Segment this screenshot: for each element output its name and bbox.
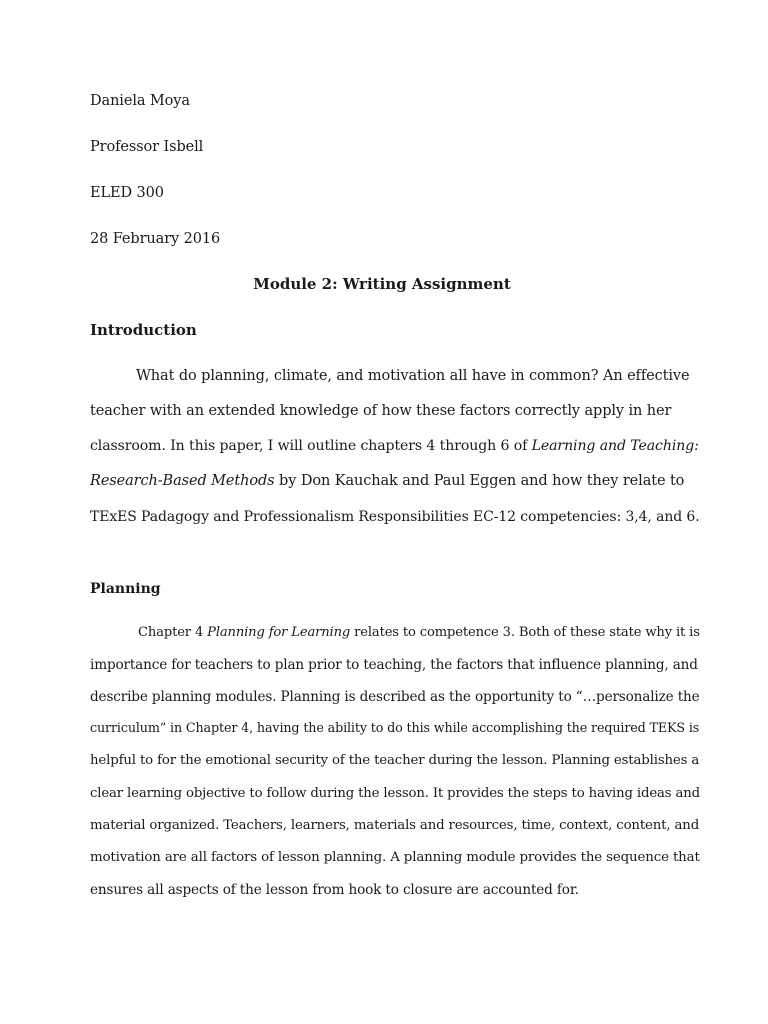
paragraph-line: [90, 880, 579, 900]
paragraph-line: [90, 848, 700, 868]
text-run: relates to competence 3. Both of these state why it is: [350, 625, 700, 640]
text-run: teacher with an extended knowledge of how these factors correctly apply in her: [90, 403, 672, 419]
paragraph-line: [138, 623, 700, 643]
document-date: 28 February 2016: [90, 231, 221, 247]
text-run: motivation are all factors of lesson planning. A planning module provides the sequence that: [90, 850, 700, 865]
text-run: describe planning modules. Planning is described as the opportunity to “…personalize the: [90, 689, 700, 705]
book-title: Learning and Teaching:: [531, 438, 699, 454]
text-run: helpful to for the emotional security of the teacher during the lesson. Planning establishes a: [90, 753, 700, 768]
introduction-heading: Introduction: [90, 321, 197, 339]
text-run: What do planning, climate, and motivation all have in common? An effective: [136, 368, 690, 384]
professor-name: Professor Isbell: [90, 139, 204, 155]
text-run: ensures all aspects of the lesson from hook to closure are accounted for.: [90, 882, 579, 898]
paragraph-line: [90, 401, 671, 421]
paragraph-line: [90, 471, 684, 491]
paragraph-line: [90, 436, 699, 456]
paragraph-line: [90, 687, 700, 707]
text-run: material organized. Teachers, learners, materials and resources, time, context, content, and: [90, 818, 700, 833]
text-run: Chapter 4: [138, 625, 208, 640]
chapter-title: Planning for Learning: [207, 625, 351, 640]
book-title: Research-Based Methods: [90, 473, 275, 489]
course-code: ELED 300: [90, 185, 164, 201]
text-run: importance for teachers to plan prior to teaching, the factors that influence planning, and: [90, 657, 698, 673]
paragraph-line: [90, 655, 698, 675]
text-run: curriculum” in Chapter 4, having the ability to do this while accomplishing the required TEKS is: [90, 721, 700, 736]
document-title: Module 2: Writing Assignment: [253, 275, 511, 293]
text-run: TExES Padagogy and Professionalism Responsibilities EC-12 competencies: 3,4, and 6.: [90, 509, 700, 525]
author-name: Daniela Moya: [90, 93, 190, 109]
text-run: by Don Kauchak and Paul Eggen and how they relate to: [274, 473, 685, 489]
paragraph-line: [90, 816, 699, 836]
paragraph-line: [90, 751, 699, 771]
paragraph-line: [90, 719, 699, 739]
text-run: clear learning objective to follow during the lesson. It provides the steps to having ideas and: [90, 786, 700, 801]
paragraph-line: [136, 366, 689, 386]
paragraph-line: [90, 507, 700, 527]
paragraph-line: [90, 784, 700, 804]
planning-heading: Planning: [90, 581, 161, 597]
text-run: classroom. In this paper, I will outline chapters 4 through 6 of: [90, 438, 532, 454]
